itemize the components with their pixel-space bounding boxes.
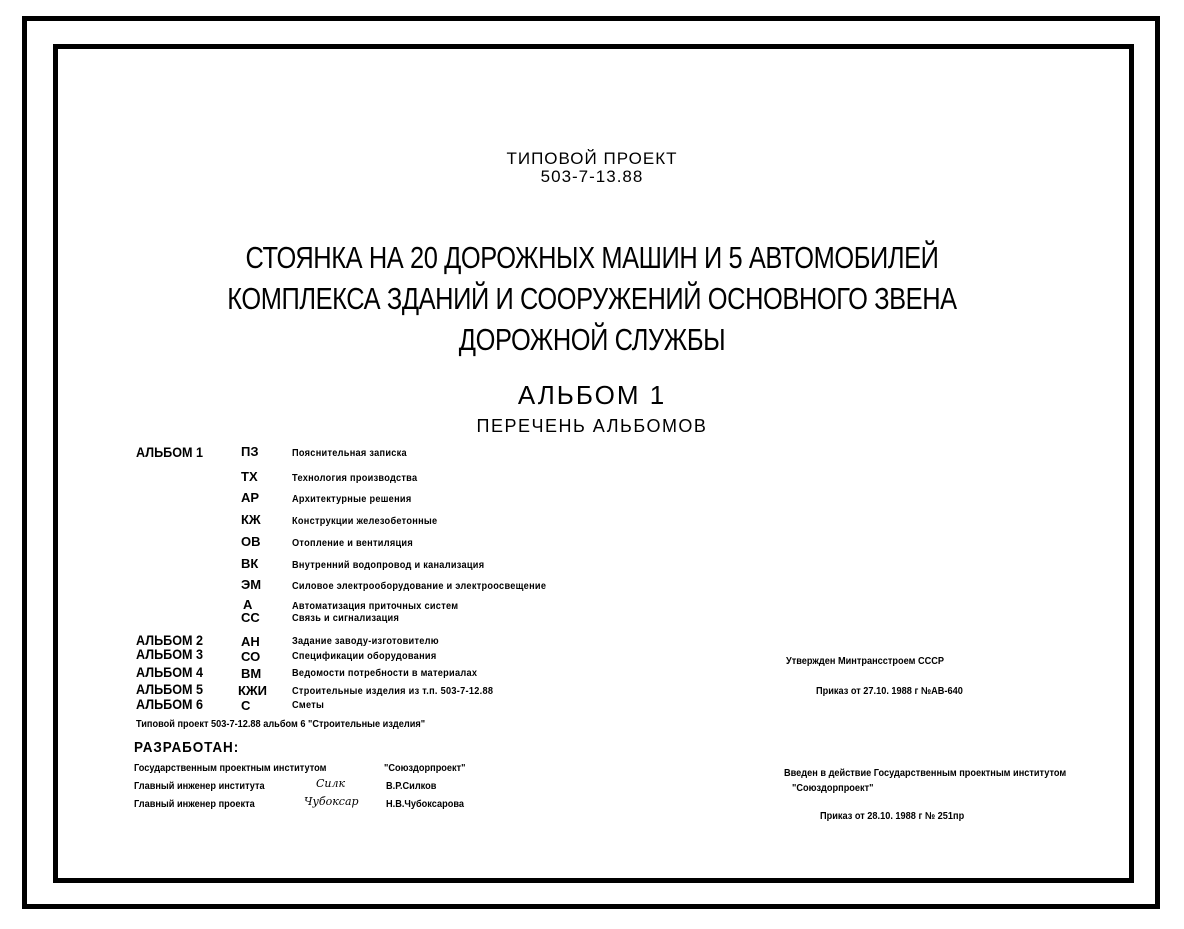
album-desc: Спецификации оборудования (292, 651, 437, 662)
project-code-block (0, 150, 1184, 186)
developed-heading: РАЗРАБОТАН: (134, 739, 240, 756)
approved-by: Утвержден Минтрансстроем СССР (786, 656, 945, 667)
chief-engineer-institute-label: Главный инженер института (134, 781, 265, 792)
album-code: АН (241, 634, 260, 649)
album-code: ВК (241, 556, 259, 571)
album-code: ЭМ (241, 577, 262, 592)
developer-name: "Союздорпроект" (384, 763, 466, 774)
album-code: ТХ (241, 469, 258, 484)
album-code: АР (241, 490, 260, 505)
developer-institute: Государственным проектным институтом (134, 763, 327, 774)
album-desc: Отопление и вентиляция (292, 538, 413, 549)
approval-order: Приказ от 27.10. 1988 г №АВ-640 (816, 686, 963, 697)
album-desc: Ведомости потребности в материалах (292, 668, 478, 679)
album-label: АЛЬБОМ 4 (136, 664, 204, 680)
album-desc: Технология производства (292, 473, 418, 484)
album-code: СО (241, 649, 261, 664)
album-code: ВМ (241, 666, 262, 681)
album-label: АЛЬБОМ 5 (136, 681, 204, 697)
album-code: ОВ (241, 534, 261, 549)
enactment-order: Приказ от 28.10. 1988 г № 251пр (820, 811, 965, 822)
album-code: ПЗ (241, 444, 259, 459)
album-number: АЛЬБОМ 1 (517, 380, 667, 410)
album-desc: Связь и сигнализация (292, 613, 400, 624)
project-number: 503-7-13.88 (540, 167, 644, 186)
album-desc: Пояснительная записка (292, 448, 407, 459)
chief-engineer-project-name: Н.В.Чубоксарова (386, 799, 465, 810)
chief-engineer-institute-name: В.Р.Силков (386, 781, 437, 792)
album-code: КЖИ (238, 683, 268, 698)
album-code: КЖ (241, 512, 261, 527)
album-desc: Сметы (292, 700, 325, 711)
album-code: А (243, 597, 253, 612)
album-desc: Строительные изделия из т.п. 503-7-12.88 (292, 686, 494, 697)
album-list-title: ПЕРЕЧЕНЬ АЛЬБОМОВ (476, 416, 708, 436)
title-line-2: КОМПЛЕКСА ЗДАНИЙ И СООРУЖЕНИЙ ОСНОВНОГО ЗВЕНА (227, 281, 957, 316)
album-desc: Внутренний водопровод и канализация (292, 560, 485, 571)
enacted-institute: "Союздорпроект" (792, 783, 874, 794)
signature-1: Силк (316, 777, 346, 790)
album-code: СС (241, 610, 260, 625)
album-desc: Автоматизация приточных систем (292, 601, 459, 612)
reference-note: Типовой проект 503-7-12.88 альбом 6 "Строительные изделия" (136, 719, 426, 730)
album-desc: Конструкции железобетонные (292, 516, 438, 527)
chief-engineer-project-label: Главный инженер проекта (134, 799, 255, 810)
album-desc: Архитектурные решения (292, 494, 412, 505)
album-label: АЛЬБОМ 1 (136, 444, 204, 460)
enacted-by: Введен в действие Государственным проектным институтом (784, 768, 1067, 779)
signature-2: Чубоксар (304, 795, 359, 808)
album-label: АЛЬБОМ 2 (136, 632, 204, 648)
title-line-3: ДОРОЖНОЙ СЛУЖБЫ (458, 322, 726, 357)
title-line-1: СТОЯНКА НА 20 ДОРОЖНЫХ МАШИН И 5 АВТОМОБИЛЕЙ (245, 240, 939, 275)
album-desc: Задание заводу-изготовителю (292, 636, 439, 647)
album-desc: Силовое электрооборудование и электроосвещение (292, 581, 547, 592)
album-label: АЛЬБОМ 3 (136, 646, 204, 662)
album-code: С (241, 698, 251, 713)
project-label: ТИПОВОЙ ПРОЕКТ (506, 149, 678, 168)
album-label: АЛЬБОМ 6 (136, 696, 204, 712)
